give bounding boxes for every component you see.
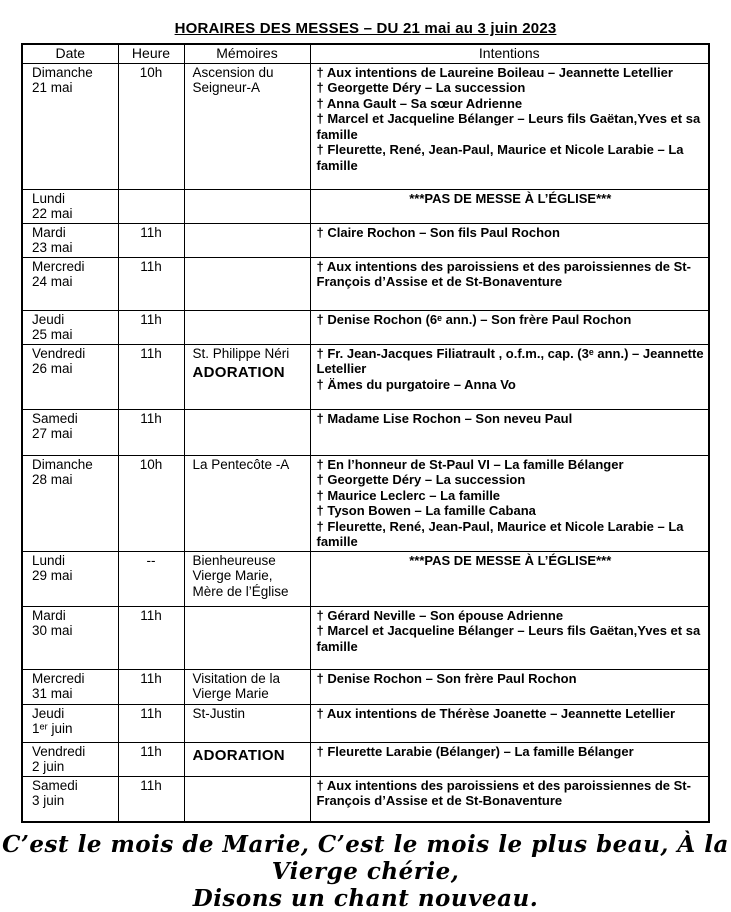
date-line: Lundi: [32, 552, 66, 568]
memorial-line: Visitation de la Vierge Marie: [192, 670, 281, 701]
time-cell: 11h: [118, 257, 184, 310]
memorial-cell: [184, 189, 310, 223]
intentions-cell: [310, 63, 709, 189]
intentions-cell: [310, 223, 709, 257]
date-line: Vendredi: [32, 345, 86, 361]
date-line: Dimanche: [32, 456, 93, 472]
date-line: Jeudi: [32, 705, 65, 721]
time-cell: 11h: [118, 409, 184, 455]
memorial-cell: [184, 776, 310, 822]
memorial-line: St-Justin: [192, 705, 246, 721]
intention-line: † Maurice Leclerc – La famille: [316, 487, 501, 503]
date-line: 29 mai: [32, 568, 73, 583]
date-cell: [22, 455, 118, 551]
intention-line: † Georgette Déry – La succession: [316, 80, 526, 95]
table-row: [22, 409, 709, 455]
intention-line: † Denise Rochon (6ᵉ ann.) – Son frère Paul Rochon: [316, 311, 632, 327]
intentions-cell: [310, 742, 709, 776]
time-cell: 11h: [118, 606, 184, 669]
memorial-cell: [184, 257, 310, 310]
time-cell: 10h: [118, 455, 184, 551]
table-row: [22, 189, 709, 223]
intention-line: † Tyson Bowen – La famille Cabana: [316, 503, 536, 518]
date-line: 3 juin: [32, 793, 65, 808]
time-cell: 11h: [118, 776, 184, 822]
column-header-intentions: Intentions: [310, 44, 709, 63]
time-cell: 11h: [118, 742, 184, 776]
intention-line: † Claire Rochon – Son fils Paul Rochon: [316, 224, 560, 240]
time-cell: 11h: [118, 223, 184, 257]
intention-line: † Aux intentions de Laureine Boileau – Jeannette Letellier: [316, 64, 673, 80]
hymn-quote: [0, 831, 731, 912]
intentions-cell: [310, 455, 709, 551]
memorial-cell: [184, 344, 310, 409]
table-row: [22, 669, 709, 704]
intentions-cell: [310, 551, 709, 606]
time-cell: 11h: [118, 669, 184, 704]
memorial-cell: [184, 669, 310, 704]
date-line: 31 mai: [32, 686, 73, 701]
date-cell: [22, 257, 118, 310]
date-cell: [22, 776, 118, 822]
date-line: Mardi: [32, 224, 66, 240]
mass-schedule-table: [21, 43, 710, 823]
date-line: 21 mai: [32, 80, 73, 95]
memorial-cell: [184, 742, 310, 776]
table-row: [22, 310, 709, 344]
intentions-cell: [310, 344, 709, 409]
date-line: Jeudi: [32, 311, 65, 327]
memorial-cell: [184, 310, 310, 344]
intention-line: † Fr. Jean-Jacques Filiatrault , o.f.m., cap. (3ᵉ ann.) – Jeannette Letellier: [316, 345, 704, 376]
date-line: 30 mai: [32, 623, 73, 638]
date-cell: [22, 551, 118, 606]
memorial-cell: [184, 606, 310, 669]
date-line: Samedi: [32, 777, 78, 793]
date-cell: [22, 409, 118, 455]
memorial-cell: [184, 409, 310, 455]
hymn-quote-line2: Disons un chant nouveau.: [192, 885, 539, 912]
table-row: [22, 776, 709, 822]
intention-line: † Fleurette, René, Jean-Paul, Maurice et Nicole Larabie – La famille: [316, 518, 684, 549]
table-row: [22, 606, 709, 669]
page-title: HORAIRES DES MESSES – DU 21 mai au 3 juin 2023: [174, 20, 557, 37]
table-row: [22, 63, 709, 189]
table-row: [22, 455, 709, 551]
intention-line: † Marcel et Jacqueline Bélanger – Leurs fils Gaëtan,Yves et sa famille: [316, 623, 701, 654]
date-line: 25 mai: [32, 327, 73, 342]
date-cell: [22, 63, 118, 189]
memorial-emphasis: ADORATION: [192, 746, 285, 764]
header-row: [22, 44, 709, 63]
intention-line: † Madame Lise Rochon – Son neveu Paul: [316, 410, 573, 426]
date-cell: [22, 310, 118, 344]
memorial-cell: [184, 704, 310, 742]
memorial-emphasis: ADORATION: [192, 364, 285, 381]
hymn-quote-line1: C’est le mois de Marie, C’est le mois le plus beau, À la Vierge chérie,: [2, 831, 729, 885]
column-header-memoires: Mémoires: [184, 44, 310, 63]
time-cell: [118, 189, 184, 223]
time-cell: 11h: [118, 704, 184, 742]
memorial-cell: [184, 455, 310, 551]
date-cell: [22, 704, 118, 742]
table-row: [22, 551, 709, 606]
intention-line: † Aux intentions des paroissiens et des paroissiennes de St-François d’Assise et de St-Bonaventure: [316, 258, 691, 289]
date-line: Mardi: [32, 607, 66, 623]
intention-line: † Gérard Neville – Son épouse Adrienne: [316, 607, 564, 623]
table-row: [22, 704, 709, 742]
intentions-cell: [310, 669, 709, 704]
date-cell: [22, 189, 118, 223]
date-cell: [22, 669, 118, 704]
table-row: [22, 742, 709, 776]
intention-line: † Fleurette, René, Jean-Paul, Maurice et Nicole Larabie – La famille: [316, 142, 684, 173]
date-line: 24 mai: [32, 274, 73, 289]
no-mass-notice: ***PAS DE MESSE À L’ÉGLISE***: [409, 552, 612, 568]
intention-line: † Anna Gault – Sa sœur Adrienne: [316, 95, 523, 111]
no-mass-notice: ***PAS DE MESSE À L’ÉGLISE***: [409, 190, 612, 206]
intention-line: † Marcel et Jacqueline Bélanger – Leurs fils Gaëtan,Yves et sa famille: [316, 111, 701, 142]
table-row: [22, 257, 709, 310]
date-cell: [22, 344, 118, 409]
intention-line: † En l’honneur de St-Paul VI – La famille Bélanger: [316, 456, 624, 472]
table-header: [22, 44, 709, 63]
intentions-cell: [310, 409, 709, 455]
memorial-line: St. Philippe Néri: [192, 345, 290, 361]
date-line: Mercredi: [32, 670, 85, 686]
date-line: 28 mai: [32, 472, 73, 487]
memorial-line: La Pentecôte -A: [192, 456, 290, 472]
date-cell: [22, 606, 118, 669]
intentions-cell: [310, 776, 709, 822]
table-row: [22, 223, 709, 257]
time-cell: 10h: [118, 63, 184, 189]
memorial-cell: [184, 551, 310, 606]
memorial-cell: [184, 63, 310, 189]
date-line: 2 juin: [32, 759, 65, 774]
intentions-cell: [310, 310, 709, 344]
date-line: Mercredi: [32, 258, 85, 274]
memorial-line: Ascension du Seigneur-A: [192, 64, 274, 95]
table-row: [22, 344, 709, 409]
intentions-cell: [310, 704, 709, 742]
time-cell: 11h: [118, 310, 184, 344]
date-cell: [22, 742, 118, 776]
date-line: 27 mai: [32, 426, 73, 441]
intentions-cell: [310, 257, 709, 310]
intention-line: † Georgette Déry – La succession: [316, 472, 526, 487]
date-line: 22 mai: [32, 206, 73, 221]
intention-line: † Denise Rochon – Son frère Paul Rochon: [316, 670, 577, 686]
column-header-date: Date: [22, 44, 118, 63]
time-cell: --: [118, 551, 184, 606]
intention-line: † Fleurette Larabie (Bélanger) – La famille Bélanger: [316, 743, 634, 759]
date-cell: [22, 223, 118, 257]
time-cell: 11h: [118, 344, 184, 409]
memorial-cell: [184, 223, 310, 257]
memorial-line: Bienheureuse Vierge Marie, Mère de l’Église: [192, 552, 289, 599]
date-line: Dimanche: [32, 64, 93, 80]
date-line: Lundi: [32, 190, 66, 206]
column-header-heure: Heure: [118, 44, 184, 63]
intentions-cell: [310, 189, 709, 223]
date-line: Vendredi: [32, 743, 86, 759]
intention-line: † Aux intentions de Thérèse Joanette – Jeannette Letellier: [316, 705, 676, 721]
intentions-cell: [310, 606, 709, 669]
intention-line: † Ämes du purgatoire – Anna Vo: [316, 376, 516, 392]
date-line: 1ᵉʳ juin: [32, 721, 73, 736]
schedule-body: [22, 63, 709, 822]
date-line: Samedi: [32, 410, 78, 426]
intention-line: † Aux intentions des paroissiens et des paroissiennes de St-François d’Assise et de St-Bonaventure: [316, 777, 691, 808]
date-line: 26 mai: [32, 361, 73, 376]
date-line: 23 mai: [32, 240, 73, 255]
